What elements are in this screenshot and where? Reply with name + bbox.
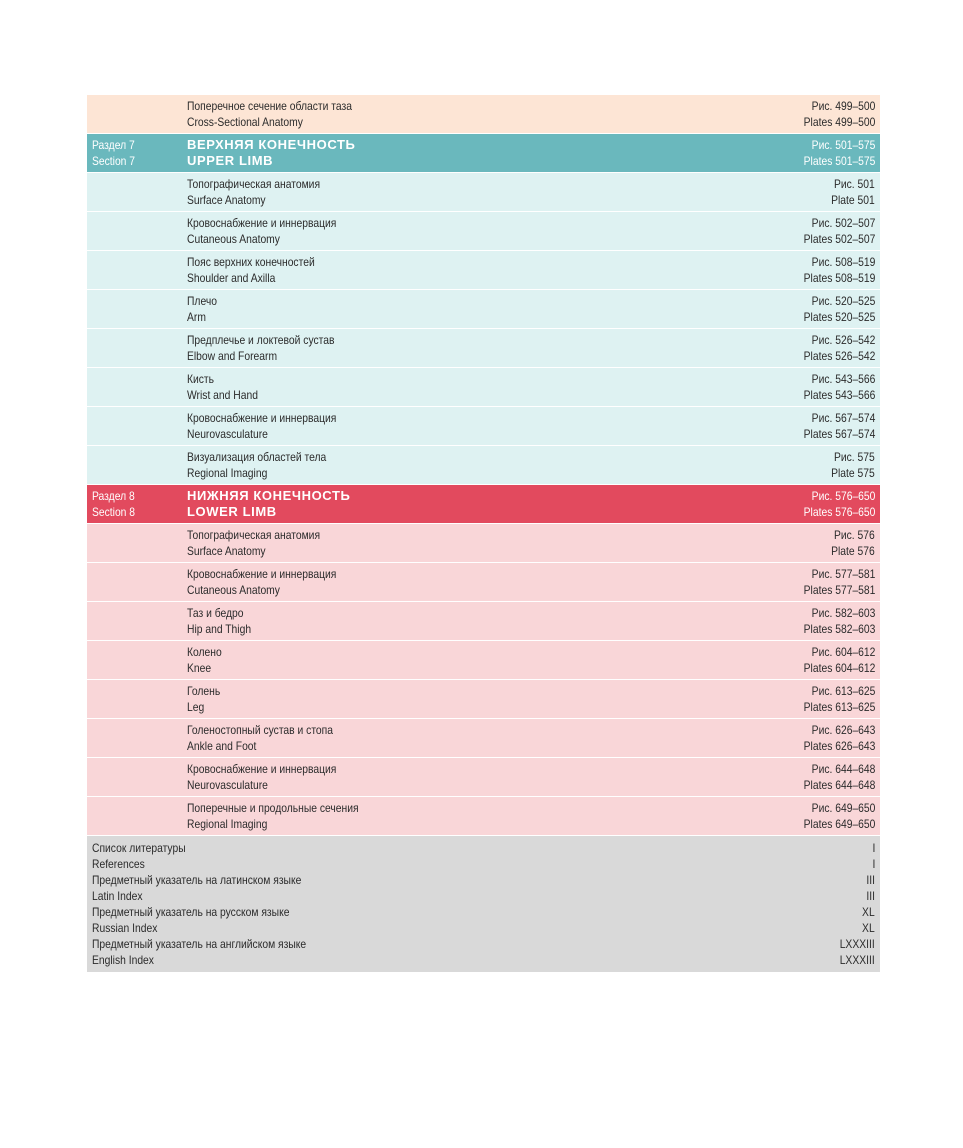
section-block (87, 485, 880, 836)
back-matter-page-text: XL (862, 921, 875, 935)
entry-title-en: Regional Imaging (187, 466, 268, 480)
back-matter-item[interactable] (92, 872, 875, 888)
entry-pages-en: Plates 644–648 (803, 778, 875, 792)
toc-entry[interactable] (87, 602, 880, 641)
entry-pages-en: Plates 508–519 (803, 271, 875, 285)
toc-entry[interactable] (87, 173, 880, 212)
back-matter-page-text: I (872, 857, 875, 871)
entry-title-ru: Кровоснабжение и иннервация (187, 216, 337, 230)
back-matter-label-text: Предметный указатель на английском языке (92, 937, 307, 951)
entry-pages (792, 722, 875, 754)
entry-pages-en: Plate 575 (831, 466, 875, 480)
back-matter-page (872, 840, 875, 856)
table-of-contents (87, 95, 880, 972)
entry-pages-en: Plates 649–650 (803, 817, 875, 831)
back-matter-item[interactable] (92, 920, 875, 936)
entry-title-ru: Таз и бедро (187, 606, 244, 620)
section-header[interactable] (87, 134, 880, 173)
entry-pages (792, 98, 875, 130)
entry-pages-en: Plates 626–643 (803, 739, 875, 753)
entry-pages-en: Plates 582–603 (803, 622, 875, 636)
entry-pages-en: Plates 543–566 (803, 388, 875, 402)
entry-pages-en: Plates 577–581 (803, 583, 875, 597)
back-matter-label-text: Список литературы (92, 841, 186, 855)
back-matter-item[interactable] (92, 904, 875, 920)
section-pages (792, 488, 875, 520)
entry-pages (824, 449, 875, 481)
entry-pages (792, 644, 875, 676)
back-matter-label (92, 936, 341, 952)
entry-titles (187, 332, 359, 364)
entry-pages-en: Plates 526–542 (803, 349, 875, 363)
back-matter-label (92, 872, 335, 888)
toc-entry[interactable] (87, 95, 880, 134)
entry-pages-en: Plates 613–625 (803, 700, 875, 714)
entry-pages-ru: Рис. 577–581 (811, 567, 875, 581)
toc-entry[interactable] (87, 407, 880, 446)
back-matter-page (834, 952, 875, 968)
entry-title-ru: Предплечье и локтевой сустав (187, 333, 335, 347)
entry-pages (792, 371, 875, 403)
entry-title-ru: Визуализация областей тела (187, 450, 327, 464)
entry-titles (187, 527, 342, 559)
entry-pages-ru: Рис. 576 (834, 528, 875, 542)
section-pages-en: Plates 576–650 (803, 505, 875, 519)
toc-entry[interactable] (87, 329, 880, 368)
section-label-ru: Раздел 7 (92, 138, 135, 152)
entry-title-en: Cross-Sectional Anatomy (187, 115, 303, 129)
back-matter-label (92, 888, 151, 904)
entry-pages-ru: Рис. 499–500 (811, 99, 875, 113)
section-block (87, 134, 880, 485)
entry-title-en: Surface Anatomy (187, 193, 266, 207)
entry-pages-en: Plates 520–525 (803, 310, 875, 324)
toc-entry[interactable] (87, 524, 880, 563)
back-matter-page-text: LXXXIII (840, 937, 875, 951)
entry-pages-ru: Рис. 501 (834, 177, 875, 191)
section-pages-ru: Рис. 501–575 (811, 138, 875, 152)
entry-pages-ru: Рис. 604–612 (811, 645, 875, 659)
entry-title-en: Hip and Thigh (187, 622, 252, 636)
section-label-ru: Раздел 8 (92, 489, 135, 503)
back-matter-page (860, 904, 875, 920)
entry-pages-en: Plates 502–507 (803, 232, 875, 246)
entry-pages (792, 293, 875, 325)
entry-title-ru: Кровоснабжение и иннервация (187, 411, 337, 425)
back-matter-label-text: Предметный указатель на латинском языке (92, 873, 302, 887)
back-matter-label (92, 920, 168, 936)
back-matter-label-text: Russian Index (92, 921, 158, 935)
back-matter-page (860, 920, 875, 936)
entry-pages (792, 254, 875, 286)
section-title-en: UPPER LIMB (187, 153, 274, 168)
entry-pages (792, 800, 875, 832)
entry-pages (792, 410, 875, 442)
entry-title-ru: Поперечные и продольные сечения (187, 801, 359, 815)
entry-pages-en: Plates 567–574 (803, 427, 875, 441)
entry-titles (187, 449, 349, 481)
entry-title-ru: Поперечное сечение области таза (187, 99, 352, 113)
back-matter-label (92, 856, 153, 872)
entry-title-en: Cutaneous Anatomy (187, 583, 280, 597)
entry-pages (792, 605, 875, 637)
previous-section-continuation (87, 95, 880, 134)
entry-pages-ru: Рис. 644–648 (811, 762, 875, 776)
entry-pages (824, 527, 875, 559)
entry-title-ru: Топографическая анатомия (187, 528, 321, 542)
entry-pages-ru: Рис. 649–650 (811, 801, 875, 815)
entry-title-ru: Колено (187, 645, 222, 659)
back-matter-page-text: III (866, 873, 875, 887)
entry-pages-en: Plate 576 (831, 544, 875, 558)
entry-pages-ru: Рис. 613–625 (811, 684, 875, 698)
section-title (187, 488, 350, 520)
entry-title-en: Wrist and Hand (187, 388, 258, 402)
entry-titles (187, 176, 342, 208)
section-label (92, 137, 142, 169)
entry-title-ru: Голеностопный сустав и стопа (187, 723, 333, 737)
back-matter-item[interactable] (92, 936, 875, 952)
entry-pages-ru: Рис. 520–525 (811, 294, 875, 308)
section-title-ru: ВЕРХНЯЯ КОНЕЧНОСТЬ (187, 137, 356, 152)
back-matter-item[interactable] (92, 856, 875, 872)
entry-pages-ru: Рис. 582–603 (811, 606, 875, 620)
back-matter-page (872, 856, 875, 872)
section-label-en: Section 8 (92, 505, 136, 519)
back-matter-label-text: References (92, 857, 145, 871)
entry-pages (824, 176, 875, 208)
entry-pages (792, 332, 875, 364)
entry-titles (187, 800, 387, 832)
back-matter-item[interactable] (92, 888, 875, 904)
entry-title-en: Shoulder and Axilla (187, 271, 276, 285)
entry-pages-ru: Рис. 575 (834, 450, 875, 464)
section-pages-ru: Рис. 576–650 (811, 489, 875, 503)
back-matter-page-text: I (872, 841, 875, 855)
entry-pages-ru: Рис. 543–566 (811, 372, 875, 386)
toc-entry[interactable] (87, 758, 880, 797)
entry-pages (792, 683, 875, 715)
entry-pages-ru: Рис. 626–643 (811, 723, 875, 737)
back-matter-label-text: Предметный указатель на русском языке (92, 905, 290, 919)
section-title-ru: НИЖНЯЯ КОНЕЧНОСТЬ (187, 488, 351, 503)
toc-entry[interactable] (87, 251, 880, 290)
toc-entry[interactable] (87, 641, 880, 680)
toc-entry[interactable] (87, 680, 880, 719)
entry-titles (187, 644, 227, 676)
entry-title-ru: Топографическая анатомия (187, 177, 321, 191)
back-matter-label (92, 904, 322, 920)
entry-title-en: Neurovasculature (187, 427, 268, 441)
toc-entry[interactable] (87, 212, 880, 251)
back-matter-page-text: LXXXIII (840, 953, 875, 967)
section-title-en: LOWER LIMB (187, 504, 277, 519)
entry-titles (187, 722, 357, 754)
entry-titles (187, 215, 361, 247)
entry-title-en: Neurovasculature (187, 778, 268, 792)
entry-title-ru: Пояс верхних конечностей (187, 255, 315, 269)
entry-title-en: Arm (187, 310, 206, 324)
section-pages-en: Plates 501–575 (803, 154, 875, 168)
entry-title-en: Leg (187, 700, 205, 714)
entry-pages (792, 566, 875, 598)
back-matter-item[interactable] (92, 840, 875, 856)
back-matter-page (865, 872, 875, 888)
section-title (187, 137, 355, 169)
entry-title-en: Cutaneous Anatomy (187, 232, 280, 246)
section-label-en: Section 7 (92, 154, 136, 168)
entry-title-ru: Кровоснабжение и иннервация (187, 567, 337, 581)
entry-titles (187, 98, 379, 130)
section-label (92, 488, 142, 520)
entry-pages-ru: Рис. 502–507 (811, 216, 875, 230)
entry-titles (187, 371, 269, 403)
entry-title-en: Knee (187, 661, 212, 675)
entry-pages-ru: Рис. 567–574 (811, 411, 875, 425)
entry-title-ru: Голень (187, 684, 221, 698)
back-matter-label (92, 840, 201, 856)
entry-pages-ru: Рис. 508–519 (811, 255, 875, 269)
toc-entry[interactable] (87, 797, 880, 836)
entry-title-ru: Кисть (187, 372, 215, 386)
back-matter-label-text: English Index (92, 953, 154, 967)
entry-titles (187, 605, 262, 637)
entry-pages (792, 215, 875, 247)
section-pages (792, 137, 875, 169)
toc-entry[interactable] (87, 563, 880, 602)
back-matter-list (87, 836, 880, 972)
sections-container (87, 134, 880, 836)
toc-entry[interactable] (87, 446, 880, 485)
back-matter-label-text: Latin Index (92, 889, 143, 903)
entry-pages (792, 761, 875, 793)
back-matter-page-text: III (866, 889, 875, 903)
entry-title-en: Surface Anatomy (187, 544, 266, 558)
back-matter-page-text: XL (862, 905, 875, 919)
entry-titles (187, 761, 361, 793)
toc-entry[interactable] (87, 368, 880, 407)
back-matter-item[interactable] (92, 952, 875, 968)
toc-entry[interactable] (87, 719, 880, 758)
entry-titles (187, 254, 336, 286)
back-matter-label (92, 952, 164, 968)
entry-titles (187, 293, 222, 325)
back-matter-page (834, 936, 875, 952)
entry-titles (187, 566, 361, 598)
entry-title-en: Regional Imaging (187, 817, 268, 831)
back-matter-page (865, 888, 875, 904)
section-header[interactable] (87, 485, 880, 524)
entry-title-ru: Кровоснабжение и иннервация (187, 762, 337, 776)
entry-pages-en: Plates 604–612 (803, 661, 875, 675)
entry-titles (187, 683, 226, 715)
entry-title-en: Ankle and Foot (187, 739, 257, 753)
entry-title-ru: Плечо (187, 294, 217, 308)
toc-entry[interactable] (87, 290, 880, 329)
entry-pages-en: Plate 501 (831, 193, 875, 207)
entry-titles (187, 410, 361, 442)
entry-pages-ru: Рис. 526–542 (811, 333, 875, 347)
entry-pages-en: Plates 499–500 (803, 115, 875, 129)
entry-title-en: Elbow and Forearm (187, 349, 278, 363)
